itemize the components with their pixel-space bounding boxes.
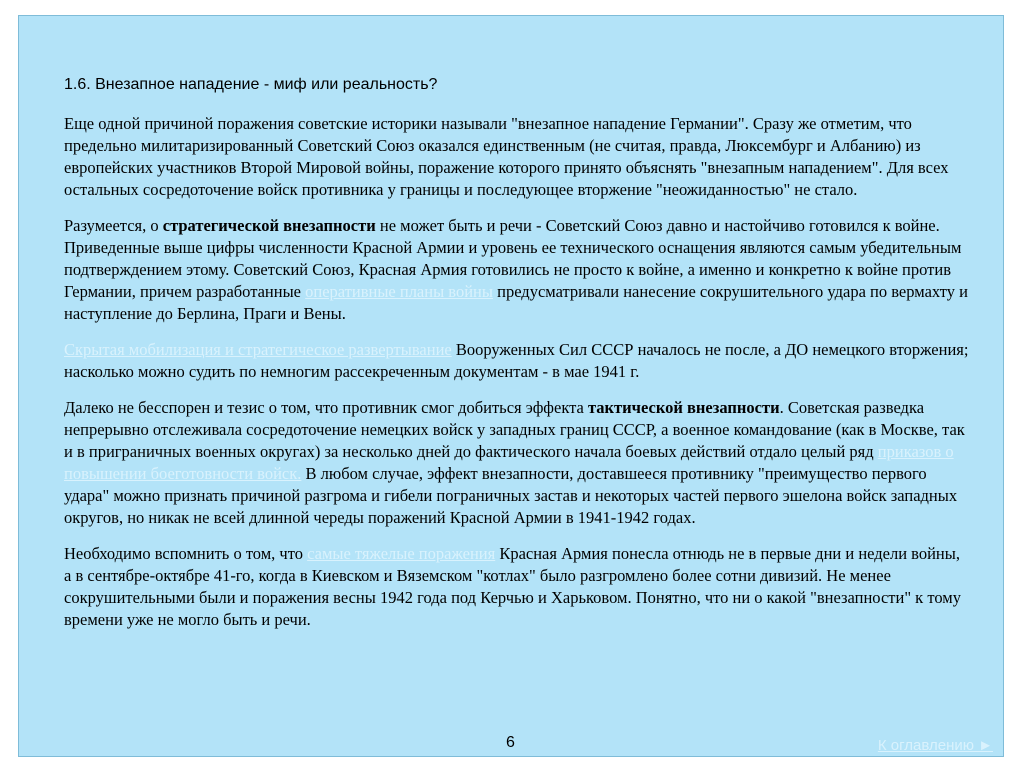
paragraph-4-text-start: Далеко не бесспорен и тезис о том, что противник смог добиться эффекта	[64, 398, 588, 417]
slide	[18, 15, 1004, 757]
paragraph-2-text-end: предусматривали нанесение сокрушительного удара по вермахту и наступление до Берлина, Праги и Вены.	[64, 282, 968, 323]
paragraph-5-text-start: Необходимо вспомнить о том, что	[64, 544, 308, 563]
paragraph-5	[64, 543, 969, 631]
article-body	[64, 113, 969, 645]
paragraph-5-text-end: Красная Армия понесла отнюдь не в первые дни и недели войны, а в сентябре-октябре 41-го, когда в Киевском и Вяземском "котлах" было разгромлено более сотни дивизий. Не менее сокрушительными были и поражения весны 1942 года под Керчью и Харьковом. Понятно, что ни о какой "внезапности" к тому времени уже не могло быть и речи.	[64, 544, 961, 629]
hidden-mobilization-link[interactable]: Скрытая мобилизация и стратегическое развертывание	[64, 340, 452, 359]
paragraph-4-text-end: В любом случае, эффект внезапности, доставшееся противнику "преимущество первого удара" можно признать причиной разгрома и гибели пограничных застав и некоторых частей первого эшелона войск западных округов, но никак не всей длинной череды поражений Красной Армии в 1941-1942 годах.	[64, 464, 958, 527]
paragraph-2-text-start: Разумеется, о	[64, 216, 163, 235]
page-number: 6	[506, 734, 515, 751]
paragraph-2-text-middle: не может быть и речи - Советский Союз давно и настойчиво готовился к войне. Приведенные выше цифры численности Красной Армии и уровень ее технического оснащения являются самым убедительным подтверждением этому. Советский Союз, Красная Армия готовились не просто к войне, а именно и конкретно к войне против Германии, причем разработанные	[64, 216, 962, 301]
paragraph-3	[64, 339, 969, 383]
heaviest-defeats-link[interactable]: самые тяжелые поражения	[307, 544, 496, 563]
table-of-contents-link[interactable]: К оглавлению ►	[877, 737, 993, 754]
paragraph-4-text-middle: . Советская разведка непрерывно отслеживала сосредоточение немецких войск у западных границ СССР, а военное командование (как в Москве, так и в приграничных военных округах) за несколько дней до фактического начала боевых действий отдало целый ряд	[64, 398, 965, 461]
page-title: 1.6. Внезапное нападение - миф или реальность?	[64, 76, 438, 93]
paragraph-3-text: Вооруженных Сил СССР началось не после, а ДО немецкого вторжения; насколько можно судить по немногим рассекреченным документам - в мае 1941 г.	[64, 340, 969, 381]
tactical-surprise-emphasis: тактической внезапности	[587, 398, 780, 417]
paragraph-1: Еще одной причиной поражения советские историки называли "внезапное нападение Германии". Сразу же отметим, что предельно милитаризированный Советский Союз оказался единственным (не считая, правда, Люксембург и Албанию) из европейских участников Второй Мировой войны, поражение которого принято объяснять "внезапным нападением". Для всех остальных сосредоточение войск противника у границы и последующее вторжение "неожиданностью" не стало.	[64, 114, 949, 199]
paragraph-2	[64, 215, 969, 325]
strategic-surprise-emphasis: стратегической внезапности	[162, 216, 376, 235]
readiness-orders-link[interactable]: приказов о повышении боеготовности войск.	[64, 442, 954, 483]
operational-plans-link[interactable]: оперативные планы войны	[305, 282, 493, 301]
paragraph-4	[64, 397, 969, 529]
